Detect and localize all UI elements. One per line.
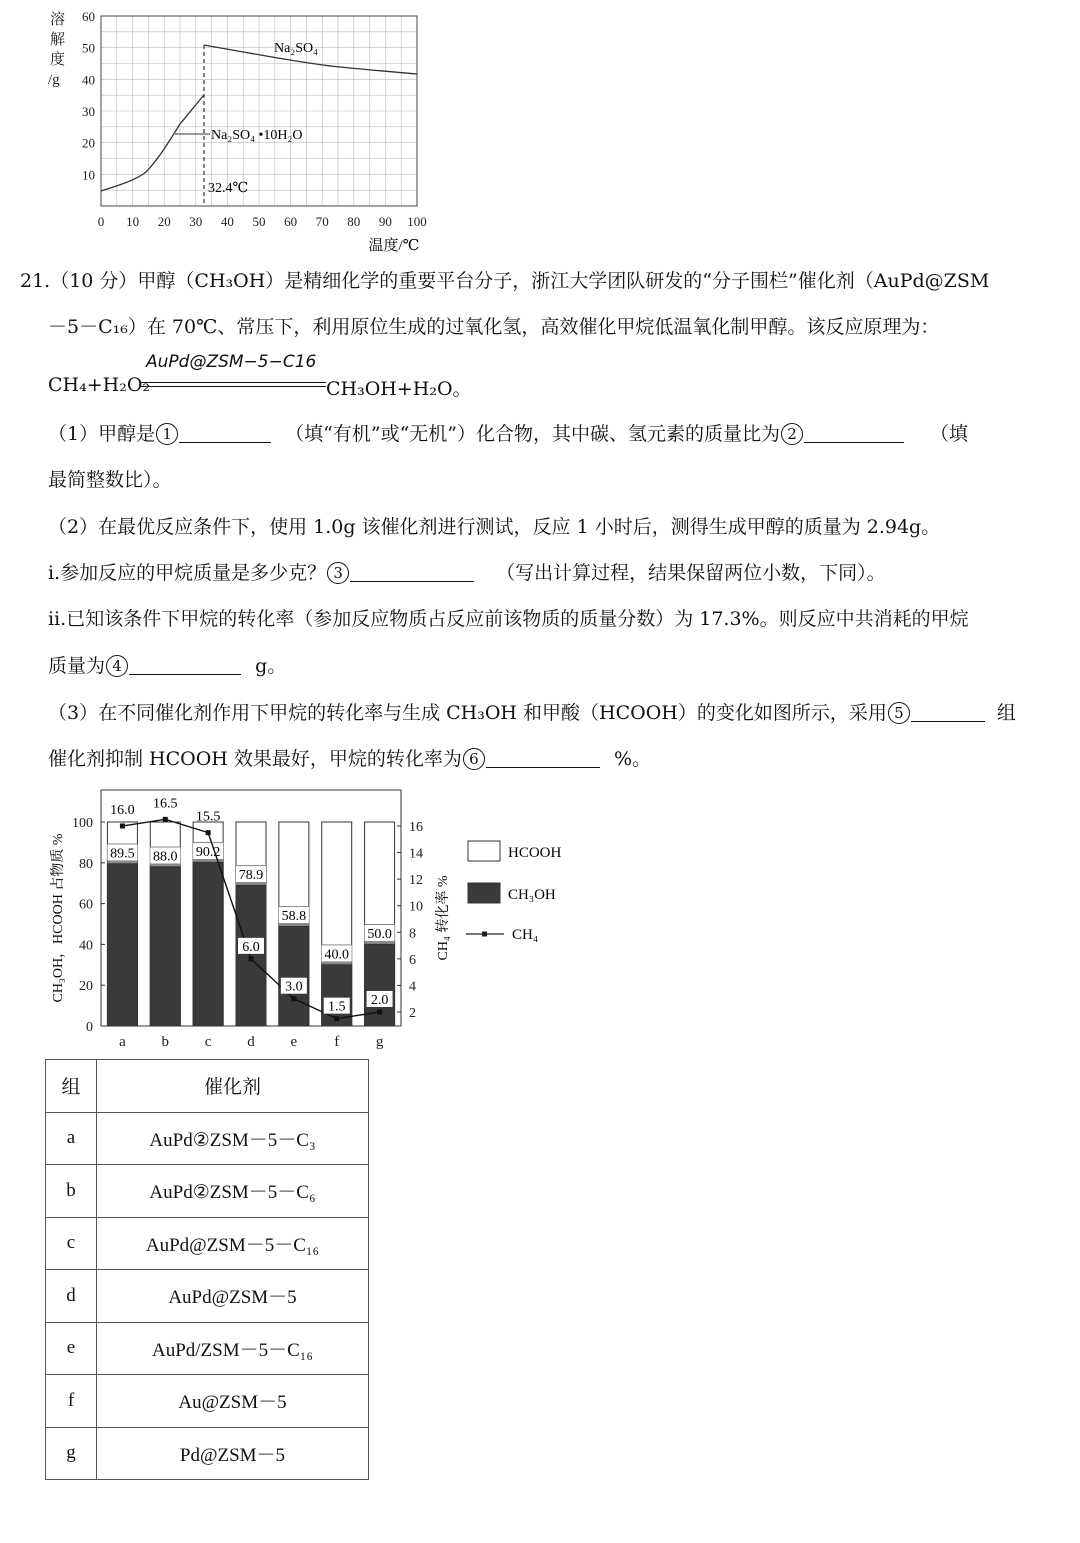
catalyst-cell: Au@ZSM－5 — [97, 1375, 369, 1428]
q2ii-unit: g。 — [255, 655, 287, 677]
ch4-point — [206, 830, 211, 835]
group-cell: d — [46, 1270, 97, 1323]
answer-blank-5[interactable] — [911, 701, 985, 722]
na2so4-label: Na₂SO₄ — [274, 41, 318, 56]
y-tick-label: 60 — [82, 9, 95, 24]
q2ii-text: 质量为 — [48, 655, 106, 677]
ch4-value-label: 2.0 — [370, 993, 389, 1008]
sub-question-2i — [48, 560, 886, 586]
ch4-value-label: 16.5 — [153, 796, 178, 812]
catalyst-table — [45, 1059, 369, 1480]
right-tick-label: 4 — [409, 979, 416, 995]
legend-ch4-label: CH₄ — [512, 927, 539, 943]
bar-value-label: 90.2 — [195, 844, 221, 860]
header-catalyst: 催化剂 — [97, 1060, 369, 1113]
y-tick-label: 10 — [82, 167, 95, 183]
question-line-1: 21.（10 分）甲醇（CH₃OH）是精细化学的重要平台分子，浙江大学团队研发的“分子围栏”催化剂（AuPd@ZSM — [20, 270, 990, 292]
x-tick-label: 100 — [407, 214, 427, 229]
bar-value-label: 78.9 — [238, 868, 264, 884]
bar-value-label: 50.0 — [367, 927, 392, 942]
sub-question-2: （2）在最优反应条件下，使用 1.0g 该催化剂进行测试，反应 1 小时后，测得生成甲醇的质量为 2.94g。 — [48, 516, 941, 538]
catalyst-cell: Pd@ZSM－5 — [97, 1427, 369, 1480]
solubility-x-label: 温度/℃ — [368, 238, 420, 254]
x-tick-label: 0 — [97, 214, 105, 229]
equation-double-line — [140, 382, 326, 387]
y-tick-label: 30 — [82, 104, 95, 119]
q3-text-group: 组 — [996, 702, 1016, 724]
left-tick-label: 60 — [79, 897, 93, 913]
answer-circle-5: 5 — [888, 702, 910, 724]
left-tick-label: 0 — [86, 1020, 93, 1035]
answer-circle-6: 6 — [463, 748, 485, 770]
ch3oh-bar — [107, 864, 137, 1026]
ch4-point — [120, 824, 125, 829]
group-cell: a — [46, 1112, 97, 1165]
left-axis-label: CH₃OH，HCOOH 占物质 % — [51, 833, 66, 1003]
x-tick-label: 70 — [315, 214, 329, 229]
ch4-value-label: 3.0 — [285, 979, 303, 995]
catalyst-cell: AuPd②ZSM－5－C₆ — [97, 1165, 369, 1218]
catalyst-cell: AuPd/ZSM－5－C₁₆ — [97, 1322, 369, 1375]
x-tick-label: 40 — [220, 214, 234, 229]
sub-question-2ii: ⅱ.已知该条件下甲烷的转化率（参加反应物质占反应前该物质的质量分数）为 17.3%。则反应中共消耗的甲烷 — [48, 608, 969, 630]
category-label: f — [334, 1034, 340, 1050]
answer-blank-4[interactable] — [129, 654, 241, 675]
legend-ch3oh-swatch — [468, 883, 500, 903]
header-group: 组 — [46, 1060, 97, 1113]
table-header-row — [46, 1060, 369, 1113]
table-row — [46, 1270, 369, 1323]
category-label: d — [247, 1034, 255, 1050]
table-row — [46, 1165, 369, 1218]
ch4-point — [377, 1010, 382, 1015]
q1-text-a: （1）甲醇是 — [48, 423, 156, 445]
catalyst-bar-chart — [40, 788, 600, 1058]
answer-blank-3[interactable] — [350, 561, 474, 582]
equation-right: CH₃OH+H₂O。 — [326, 378, 472, 400]
ch4-point — [163, 817, 168, 822]
left-tick-label: 100 — [72, 816, 93, 831]
sub-question-2ii-cont — [48, 653, 286, 679]
ch4-value-label: 15.5 — [195, 809, 221, 825]
right-tick-label: 10 — [409, 899, 423, 915]
table-row — [46, 1112, 369, 1165]
table-row — [46, 1217, 369, 1270]
na2so4-10h2o-curve — [101, 95, 204, 191]
q2i-note: （写出计算过程，结果保留两位小数，下同）。 — [496, 562, 886, 584]
group-cell: e — [46, 1322, 97, 1375]
category-label: g — [375, 1034, 384, 1050]
right-tick-label: 12 — [409, 873, 423, 889]
right-tick-label: 8 — [409, 926, 416, 942]
left-tick-label: 40 — [79, 938, 93, 954]
svg-text:溶: 溶 — [50, 12, 66, 28]
x-tick-label: 30 — [189, 214, 203, 229]
transition-label: 32.4℃ — [208, 181, 249, 196]
ch4-value-label: 6.0 — [242, 939, 260, 955]
bar-value-label: 88.0 — [153, 849, 178, 865]
svg-text:度: 度 — [50, 52, 66, 68]
catalyst-cell: AuPd@ZSM－5 — [97, 1270, 369, 1323]
y-tick-label: 50 — [82, 40, 95, 56]
group-cell: b — [46, 1165, 97, 1218]
sub-question-1-cont: 最简整数比）。 — [48, 469, 172, 491]
ch4-value-label: 1.5 — [327, 999, 346, 1015]
question-line-2: －5－C₁₆）在 70℃、常压下，利用原位生成的过氧化氢，高效催化甲烷低温氧化制甲醇。该反应原理为： — [48, 316, 940, 338]
ch3oh-bar — [150, 867, 180, 1026]
answer-blank-6[interactable] — [486, 747, 600, 768]
x-tick-label: 50 — [252, 214, 266, 229]
chart-legend — [466, 841, 562, 943]
bar-value-label: 58.8 — [281, 909, 307, 925]
group-cell: f — [46, 1375, 97, 1428]
solubility-chart — [40, 0, 440, 258]
svg-text:/g: /g — [48, 72, 60, 88]
sub-question-3-cont — [48, 746, 651, 772]
right-tick-label: 14 — [409, 846, 423, 862]
category-label: e — [290, 1034, 298, 1050]
q3-unit: %。 — [613, 748, 652, 770]
ch3oh-bar — [236, 885, 266, 1026]
answer-blank-1[interactable] — [179, 422, 271, 443]
answer-blank-2[interactable] — [804, 422, 904, 443]
answer-circle-3: 3 — [327, 562, 349, 584]
group-cell: g — [46, 1427, 97, 1480]
x-tick-label: 80 — [347, 214, 361, 229]
catalyst-cell: AuPd@ZSM－5－C₁₆ — [97, 1217, 369, 1270]
right-axis-label: CH₄ 转化率 % — [436, 875, 451, 961]
ch4-point — [249, 956, 254, 961]
bar-value-label: 89.5 — [110, 846, 135, 862]
na2so4-10h2o-label: Na₂SO₄ •10H₂O — [211, 128, 303, 143]
equation-left: CH₄+H₂O₂ — [48, 374, 151, 396]
category-label: a — [119, 1034, 126, 1050]
x-tick-label: 20 — [157, 214, 171, 229]
category-label: b — [161, 1034, 170, 1050]
table-row — [46, 1375, 369, 1428]
table-row — [46, 1322, 369, 1375]
equation-catalyst: AuPd@ZSM−5−C16 — [146, 352, 317, 372]
svg-text:解: 解 — [50, 32, 66, 48]
legend-hcooh-label: HCOOH — [508, 845, 562, 861]
legend-ch4-marker — [482, 932, 487, 937]
solubility-y-label — [48, 11, 65, 88]
reaction-equation — [48, 352, 472, 402]
x-tick-label: 60 — [284, 214, 298, 229]
answer-circle-2: 2 — [781, 423, 803, 445]
q1-text-c: （填 — [930, 423, 969, 445]
right-tick-label: 6 — [409, 952, 416, 968]
answer-circle-1: 1 — [156, 423, 178, 445]
bar-value-label: 40.0 — [324, 947, 349, 963]
ch3oh-bar — [279, 926, 309, 1026]
right-tick-label: 16 — [409, 820, 423, 835]
legend-hcooh-swatch — [468, 841, 500, 861]
y-tick-label: 40 — [82, 72, 95, 88]
x-tick-label: 10 — [126, 214, 140, 229]
table-row — [46, 1427, 369, 1480]
ch4-point — [291, 996, 296, 1001]
ch4-value-label: 16.0 — [110, 803, 135, 818]
q3-text: （3）在不同催化剂作用下甲烷的转化率与生成 CH₃OH 和甲酸（HCOOH）的变化如图所示，采用 — [48, 702, 887, 724]
sub-question-1 — [48, 421, 968, 447]
sub-question-3 — [48, 700, 1016, 726]
q1-text-b: （填“有机”或“无机”）化合物，其中碳、氢元素的质量比为 — [285, 423, 780, 445]
answer-circle-4: 4 — [106, 655, 128, 677]
category-label: c — [204, 1034, 212, 1050]
ch3oh-bar — [193, 862, 223, 1026]
group-cell: c — [46, 1217, 97, 1270]
ch4-point — [334, 1016, 339, 1021]
y-tick-label: 20 — [82, 135, 95, 151]
left-tick-label: 20 — [79, 979, 93, 995]
catalyst-cell: AuPd②ZSM－5－C₃ — [97, 1112, 369, 1165]
x-tick-label: 90 — [378, 214, 392, 229]
q2i-text: ⅰ.参加反应的甲烷质量是多少克？ — [48, 562, 327, 584]
right-tick-label: 2 — [409, 1006, 416, 1021]
left-tick-label: 80 — [79, 856, 93, 872]
legend-ch3oh-label: CH₃OH — [508, 887, 556, 903]
q3-text-c: 催化剂抑制 HCOOH 效果最好，甲烷的转化率为 — [48, 748, 462, 770]
